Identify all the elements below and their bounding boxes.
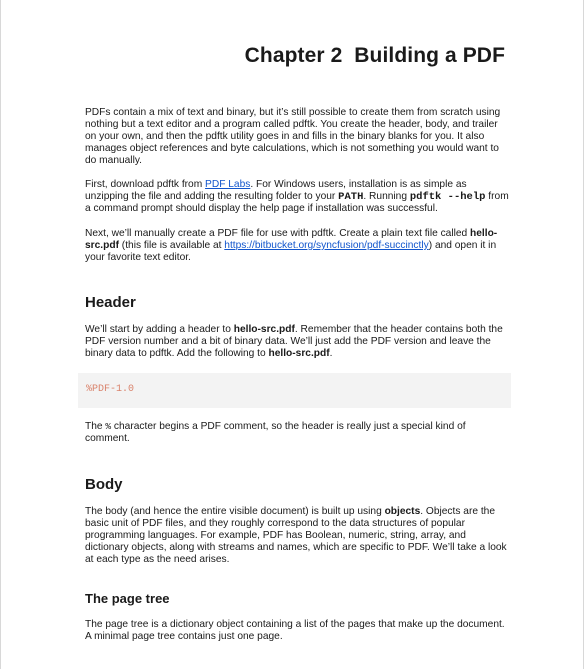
pdf-labs-link[interactable]: PDF Labs — [205, 179, 251, 190]
header-heading: Header — [85, 294, 136, 311]
header-paragraph-1 — [85, 324, 510, 360]
page-tree-paragraph-1: The page tree is a dictionary object containing a list of the pages that make up the document. A minimal page tree contains just one page. — [85, 619, 505, 642]
text-run: . Remember that the header contains both the PDF version number and a bit of binary data. We’ll just add the PDF version and leave the binary data to pdftk. Add the following to — [85, 324, 503, 359]
text-run: . Running — [363, 191, 410, 202]
text-run: . For Windows users, installation is as simple as unzipping the file and adding the resulting folder to your — [85, 179, 467, 202]
intro-paragraph-2 — [85, 179, 510, 215]
objects-bold: objects — [384, 506, 421, 517]
filename-bold: hello-src.pdf — [268, 348, 330, 359]
body-paragraph-1 — [85, 506, 510, 566]
intro-paragraph-3 — [85, 228, 510, 264]
body-heading: Body — [85, 476, 123, 493]
text-run: We’ll start by adding a header to — [85, 324, 234, 335]
chapter-title: Chapter 2 Building a PDF — [244, 44, 505, 67]
page-tree-heading: The page tree — [85, 591, 170, 606]
inline-code-path: PATH — [338, 191, 364, 203]
filename-bold: hello-src.pdf — [85, 228, 498, 251]
text-run: from a command prompt should display the help page if installation was successful. — [85, 191, 509, 214]
inline-code-percent: % — [105, 421, 112, 432]
bitbucket-link[interactable]: https://bitbucket.org/syncfusion/pdf-succinctly — [224, 240, 429, 251]
text-run: Next, we’ll manually create a PDF file for use with pdftk. Create a plain text file called — [85, 228, 471, 239]
text-run: . Objects are the basic unit of PDF files, and they roughly correspond to the data structures of popular programming languages. For example, PDF has Boolean, numeric, string, array, and dictionary objects, along with streams and names, which are specific to PDF. We’ll take a look at each type as the need arises. — [85, 506, 507, 565]
code-line: %PDF-1.0 — [86, 384, 135, 395]
code-block — [78, 373, 511, 408]
intro-paragraph-1: PDFs contain a mix of text and binary, but it’s still possible to create them from scratch using nothing but a text editor and a program called pdftk. You create the header, body, and trailer on your own, and then the pdftk utility goes in and fills in the binary blanks for you. It also manages object references and byte calculations, which is not something you would want to do manually. — [85, 107, 501, 166]
header-paragraph-2 — [85, 421, 510, 445]
text-run: ) and open it in your favorite text editor. — [85, 240, 497, 263]
text-run: character begins a PDF comment, so the header is really just a special kind of comment. — [85, 421, 466, 444]
text-run: The — [85, 421, 106, 432]
inline-code-pdftk-help: pdftk --help — [409, 191, 486, 203]
text-run: . — [329, 348, 333, 359]
text-run: (this file is available at — [118, 240, 225, 251]
text-run: The body (and hence the entire visible document) is built up using — [85, 506, 385, 517]
text-run: First, download pdftk from — [85, 179, 206, 190]
page-left-border — [0, 0, 1, 669]
filename-bold: hello-src.pdf — [233, 324, 295, 335]
